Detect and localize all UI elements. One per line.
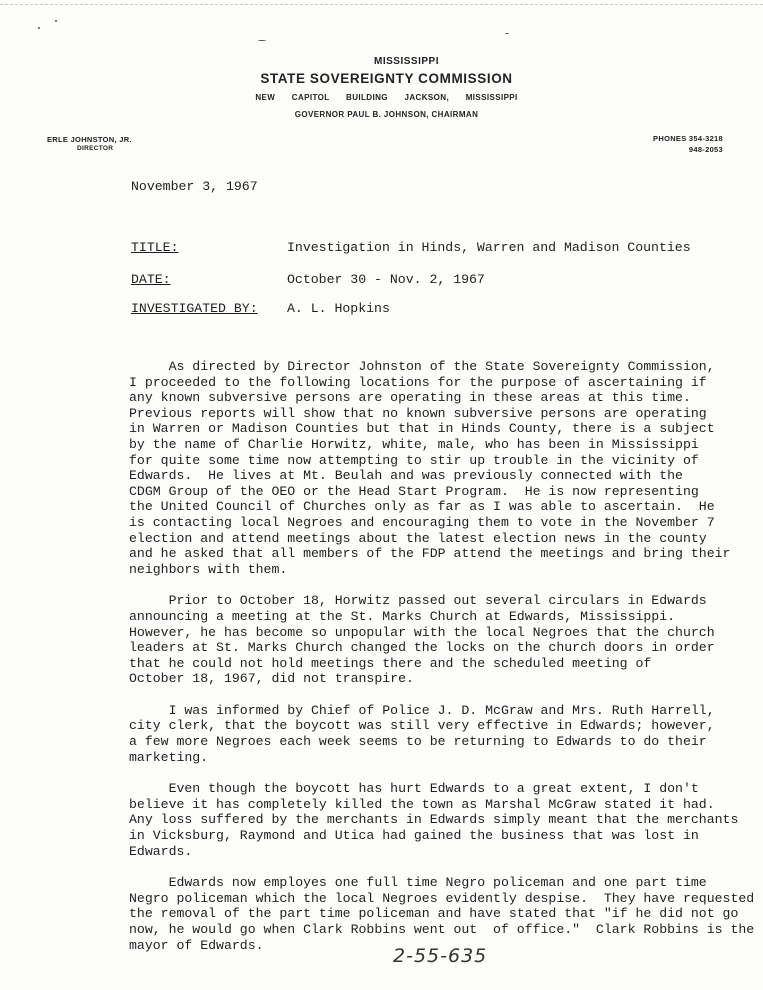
investigator-label: INVESTIGATED BY: [131,301,258,316]
meta-date-row [131,272,731,290]
scan-speck [55,20,57,22]
phones [653,133,723,155]
paragraph: Edwards now employes one full time Negro policeman and one part time Negro policeman which the local Negroes evidently despise. They have requested the removal of the part time policeman and have stated that "if he did not go now, he would go when Clark Robbins went out of office." Clark Robbins is the mayor of Edwards. [129,875,755,953]
director-title: DIRECTOR [77,145,114,152]
report-body [129,359,755,969]
phone-primary: PHONES 354-3218 [653,134,723,143]
scan-edge [0,4,763,5]
scan-speck [258,40,266,41]
title-label: TITLE: [131,240,179,255]
letterhead-state: MISSISSIPPI [374,56,439,67]
paragraph: Even though the boycott has hurt Edwards to a great extent, I don't believe it has completely killed the town as Marshal McGraw stated it had. Any loss suffered by the merchants in Edwards simply meant that the merchants in Vicksburg, Raymond and Utica had gained the business that was lost in Edwards. [129,781,739,859]
date-label: DATE: [131,272,171,287]
scan-speck [38,27,40,29]
director-name: ERLE JOHNSTON, JR. [47,135,132,144]
meta-investigator-row [131,301,731,319]
letterhead-governor: GOVERNOR PAUL B. JOHNSON, CHAIRMAN [294,110,479,119]
date-value: October 30 - Nov. 2, 1967 [287,272,485,287]
meta-title-row [131,240,731,258]
report-date: November 3, 1967 [131,179,258,194]
paragraph: As directed by Director Johnston of the State Sovereignty Commission, I proceeded to the following locations for the purpose of ascertaining if any known subversive persons are operating in these areas at this time. Previous reports will show that no known subversive persons are operating in Warren or Madison Counties but that in Hinds County, there is a subject by the name of Charlie Horwitz, white, male, who has been in Mississippi for quite some time now attempting to stir up trouble in the vicinity of Edwards. He lives at Mt. Beulah and was previously connected with the CDGM Group of the OEO or the Head Start Program. He is now representing the United Council of Churches only as far as I was able to ascertain. He is contacting local Negroes and encouraging them to vote in the November 7 election and attend meetings about the latest election news in the county and he asked that all members of the FDP attend the meetings and bring their neighbors with them. [129,359,731,577]
letterhead-address: NEW CAPITOL BUILDING JACKSON, MISSISSIPPI [255,93,518,102]
phone-secondary: 948-2053 [688,145,723,154]
paragraph: Prior to October 18, Horwitz passed out several circulars in Edwards announcing a meeting at the St. Marks Church at Edwards, Mississippi. However, he has become so unpopular with the local Negroes that the church leaders at St. Marks Church changed the locks on the church doors in order that he could not hold meetings there and the scheduled meeting of October 18, 1967, did not transpire. [129,593,715,687]
file-number: 2-55-635 [393,945,488,967]
title-value: Investigation in Hinds, Warren and Madison Counties [287,240,691,255]
scan-speck [505,33,509,34]
letterhead-org: STATE SOVEREIGNTY COMMISSION [260,71,513,86]
investigator-value: A. L. Hopkins [287,301,390,316]
paragraph: I was informed by Chief of Police J. D. McGraw and Mrs. Ruth Harrell, city clerk, that the boycott was still very effective in Edwards; however, a few more Negroes each week seems to be returning to Edwards to do their marketing. [129,702,715,765]
